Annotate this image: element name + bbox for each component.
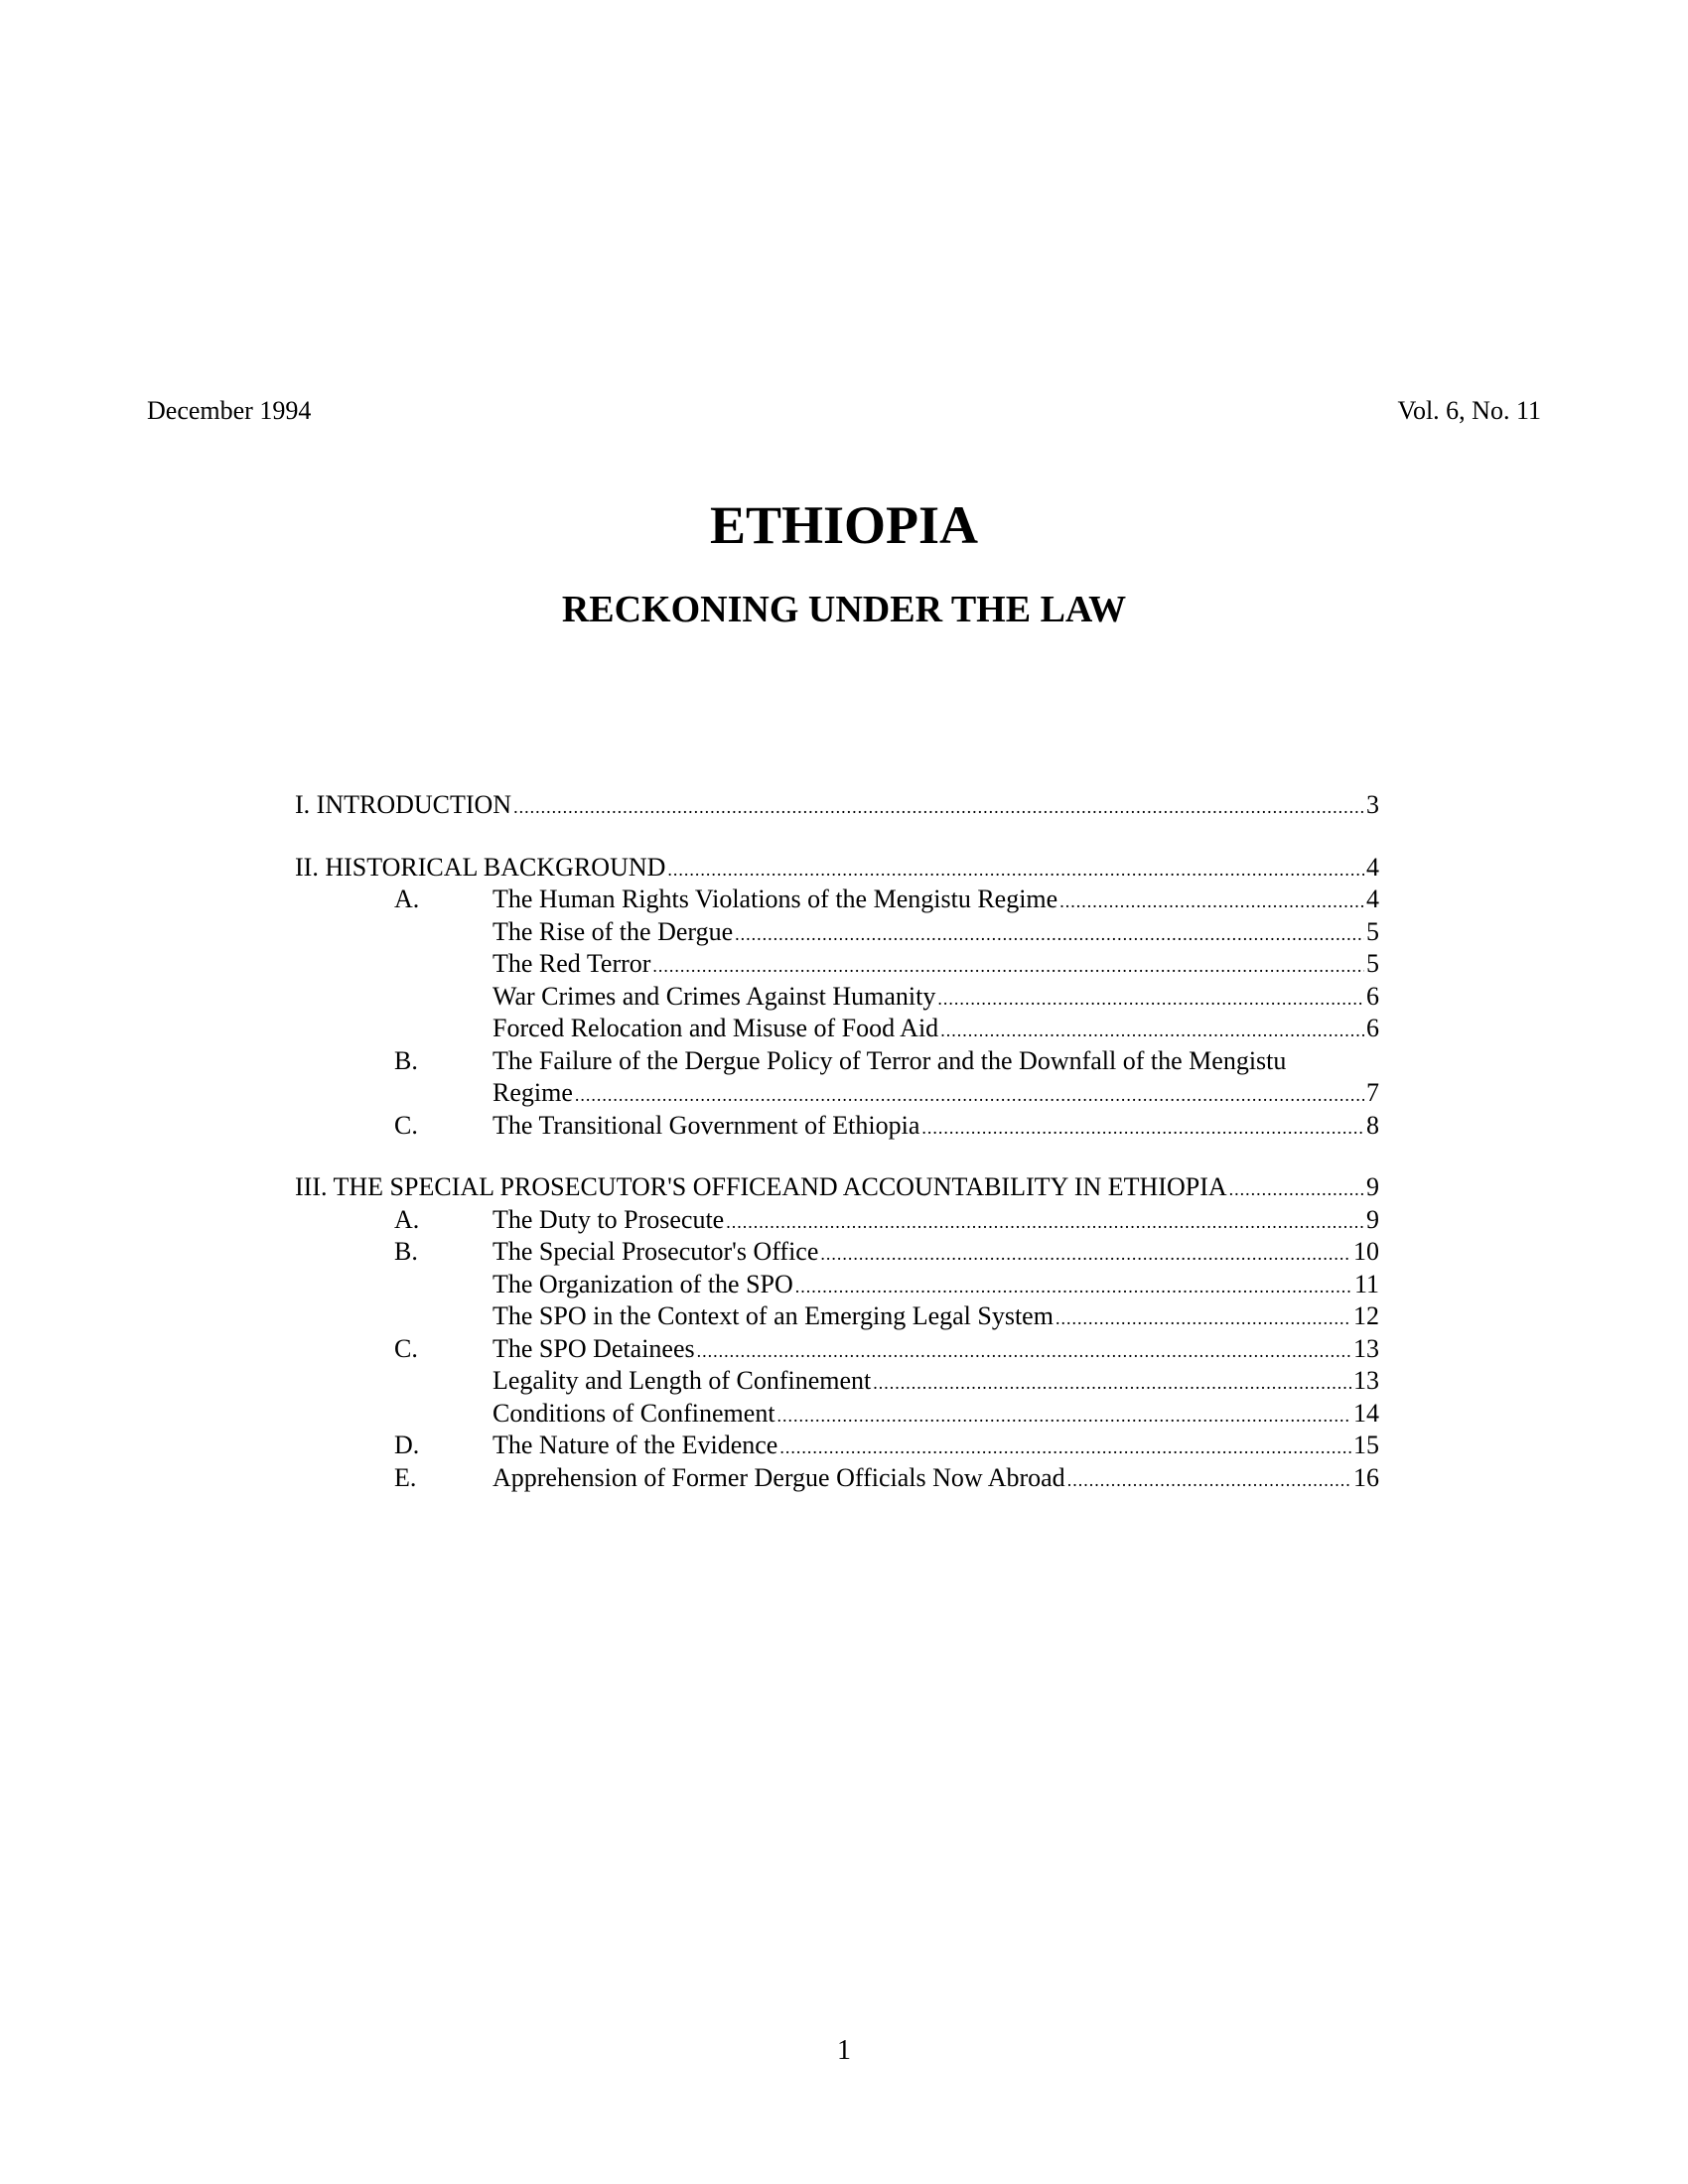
dot-leader xyxy=(777,1400,1351,1433)
dot-leader xyxy=(1229,1173,1364,1206)
toc-entry-failure-of-dergue-line2 xyxy=(295,1077,1379,1110)
toc-entry-duty-to-prosecute xyxy=(295,1204,1379,1237)
dot-leader xyxy=(795,1271,1352,1303)
toc-entry-text: Forced Relocation and Misuse of Food Aid xyxy=(492,1014,939,1042)
toc-entry-text: III. THE SPECIAL PROSECUTOR'S OFFICEAND ACCOUNTABILITY IN ETHIOPIA xyxy=(295,1172,1227,1201)
toc-page-number: 13 xyxy=(1353,1366,1379,1395)
dot-leader xyxy=(820,1238,1351,1271)
dot-leader xyxy=(873,1367,1351,1400)
toc-entry-apprehension-abroad xyxy=(295,1462,1379,1495)
toc-page-number: 16 xyxy=(1353,1462,1379,1492)
toc-page-number: 6 xyxy=(1366,981,1379,1011)
toc-page-number: 15 xyxy=(1353,1431,1379,1459)
toc-entry-failure-of-dergue-line1 xyxy=(295,1045,1379,1078)
dot-leader xyxy=(1055,1302,1351,1335)
toc-entry-letter: D. xyxy=(394,1431,420,1459)
toc-page-number: 10 xyxy=(1353,1237,1379,1266)
toc-entry-text: I. INTRODUCTION xyxy=(295,790,512,819)
page-number: 1 xyxy=(837,2035,851,2066)
dot-leader xyxy=(575,1079,1364,1112)
toc-entry-special-prosecutors-office xyxy=(295,1171,1379,1204)
toc-entry-red-terror xyxy=(295,948,1379,981)
toc-entry-conditions-of-confinement xyxy=(295,1398,1379,1431)
dot-leader xyxy=(940,1015,1364,1047)
dot-leader xyxy=(921,1112,1364,1145)
toc-entry-spo xyxy=(295,1236,1379,1269)
toc-page-number: 3 xyxy=(1366,790,1379,819)
toc-entry-text: The Nature of the Evidence xyxy=(492,1431,778,1459)
toc-page-number: 13 xyxy=(1353,1333,1379,1363)
dot-leader xyxy=(667,854,1364,887)
toc-entry-text: The Rise of the Dergue xyxy=(492,916,734,946)
toc-entry-text: The Special Prosecutor's Office xyxy=(492,1237,819,1266)
dot-leader xyxy=(735,918,1364,951)
toc-entry-text: The Organization of the SPO xyxy=(492,1269,793,1298)
toc-entry-text: The SPO in the Context of an Emerging Legal System xyxy=(492,1301,1054,1330)
report-volume: Vol. 6, No. 11 xyxy=(1397,396,1541,425)
toc-entry-text: II. HISTORICAL BACKGROUND xyxy=(295,852,666,882)
toc-entry-spo-legal-system xyxy=(295,1300,1379,1333)
toc-entry-text: The Duty to Prosecute xyxy=(492,1204,725,1234)
dot-leader xyxy=(513,791,1364,824)
dot-leader xyxy=(726,1206,1364,1239)
toc-entry-letter: E. xyxy=(394,1462,417,1492)
dot-leader xyxy=(1067,1464,1351,1497)
toc-page-number: 7 xyxy=(1366,1078,1379,1107)
toc-entry-text: The Transitional Government of Ethiopia xyxy=(492,1110,920,1140)
toc-entry-text: Regime xyxy=(492,1078,573,1107)
table-of-contents xyxy=(295,789,1379,1494)
toc-entry-letter: A. xyxy=(394,885,420,913)
toc-entry-organization-of-spo xyxy=(295,1269,1379,1301)
toc-entry-spo-detainees xyxy=(295,1333,1379,1366)
toc-page-number: 9 xyxy=(1366,1172,1379,1201)
toc-entry-war-crimes xyxy=(295,981,1379,1014)
toc-entry-text: Legality and Length of Confinement xyxy=(492,1366,872,1395)
toc-entry-text: Apprehension of Former Dergue Officials Now Abroad xyxy=(492,1462,1065,1492)
toc-page-number: 6 xyxy=(1366,1014,1379,1042)
toc-entry-historical-background xyxy=(295,852,1379,885)
toc-page-number: 9 xyxy=(1366,1204,1379,1234)
report-date: December 1994 xyxy=(147,396,312,425)
toc-entry-human-rights-violations xyxy=(295,884,1379,916)
toc-entry-letter: C. xyxy=(394,1333,418,1363)
toc-page-number: 5 xyxy=(1366,949,1379,978)
dot-leader xyxy=(779,1432,1351,1464)
dot-leader xyxy=(697,1335,1351,1368)
toc-page-number: 8 xyxy=(1366,1110,1379,1140)
toc-entry-introduction xyxy=(295,789,1379,822)
toc-entry-text: The Failure of the Dergue Policy of Terror and the Downfall of the Mengistu xyxy=(492,1045,1287,1075)
toc-entry-text: The Human Rights Violations of the Mengistu Regime xyxy=(492,885,1058,913)
toc-entry-text: The Red Terror xyxy=(492,949,651,978)
toc-page-number: 5 xyxy=(1366,916,1379,946)
toc-entry-text: The SPO Detainees xyxy=(492,1333,695,1363)
toc-page-number: 4 xyxy=(1366,852,1379,882)
toc-entry-forced-relocation xyxy=(295,1013,1379,1045)
toc-page-number: 4 xyxy=(1366,885,1379,913)
toc-entry-letter: B. xyxy=(394,1045,418,1075)
toc-entry-text: Conditions of Confinement xyxy=(492,1398,775,1428)
toc-entry-letter: A. xyxy=(394,1204,420,1234)
document-subtitle: RECKONING UNDER THE LAW xyxy=(561,589,1127,630)
toc-page-number: 14 xyxy=(1353,1398,1379,1428)
toc-entry-nature-of-evidence xyxy=(295,1430,1379,1462)
dot-leader xyxy=(652,950,1364,983)
toc-page-number: 11 xyxy=(1353,1269,1379,1298)
toc-page-number: 12 xyxy=(1353,1301,1379,1330)
toc-entry-legality-of-confinement xyxy=(295,1365,1379,1398)
document-title: ETHIOPIA xyxy=(709,495,979,555)
toc-entry-letter: B. xyxy=(394,1237,418,1266)
dot-leader xyxy=(937,983,1364,1016)
toc-entry-transitional-government xyxy=(295,1110,1379,1143)
toc-entry-rise-of-dergue xyxy=(295,916,1379,949)
toc-entry-letter: C. xyxy=(394,1110,418,1140)
dot-leader xyxy=(1059,886,1364,918)
toc-entry-text: War Crimes and Crimes Against Humanity xyxy=(492,981,936,1011)
